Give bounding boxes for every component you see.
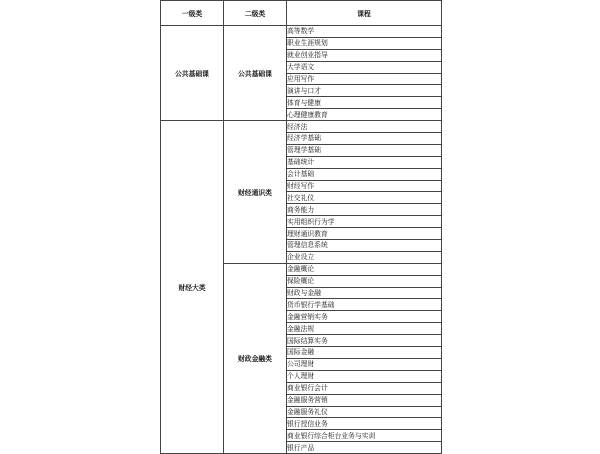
course-cell: 国际金融	[287, 347, 442, 359]
course-cell: 实用组织行为学	[287, 216, 442, 228]
course-cell: 职业生涯规划	[287, 37, 442, 49]
course-cell: 财政与金融	[287, 287, 442, 299]
course-cell: 社交礼仪	[287, 192, 442, 204]
level2-category-cell: 财经通识类	[224, 121, 287, 264]
course-cell: 保险概论	[287, 275, 442, 287]
header-row	[161, 1, 442, 26]
course-cell: 高等数学	[287, 26, 442, 38]
course-cell: 会计基础	[287, 168, 442, 180]
course-cell: 演讲与口才	[287, 85, 442, 97]
course-cell: 管理信息系统	[287, 240, 442, 252]
table-body	[161, 26, 442, 454]
course-cell: 公司理财	[287, 358, 442, 370]
course-cell: 金融营销实务	[287, 311, 442, 323]
header-level2: 二级类	[224, 1, 287, 26]
table-row	[161, 26, 442, 38]
course-cell: 就业创业指导	[287, 49, 442, 61]
level2-category-cell: 公共基础课	[224, 26, 287, 121]
course-cell: 货币银行学基础	[287, 299, 442, 311]
course-cell: 管理学基础	[287, 144, 442, 156]
course-cell: 银行授信业务	[287, 418, 442, 430]
course-cell: 金融服务礼仪	[287, 406, 442, 418]
course-cell: 金融服务营销	[287, 394, 442, 406]
course-cell: 财经写作	[287, 180, 442, 192]
course-cell: 经济法	[287, 121, 442, 133]
course-cell: 体育与健康	[287, 97, 442, 109]
header-level1: 一级类	[161, 1, 224, 26]
course-cell: 理财通识教育	[287, 228, 442, 240]
course-cell: 商务能力	[287, 204, 442, 216]
course-cell: 商业银行会计	[287, 382, 442, 394]
course-cell: 经济学基础	[287, 133, 442, 145]
course-cell: 个人理财	[287, 370, 442, 382]
course-cell: 国际结算实务	[287, 335, 442, 347]
course-table	[160, 0, 442, 454]
header-course: 课程	[287, 1, 442, 26]
level1-category-cell: 财经大类	[161, 121, 224, 454]
course-cell: 金融概论	[287, 263, 442, 275]
course-cell: 企业设立	[287, 251, 442, 263]
table-row	[161, 121, 442, 133]
course-cell: 金融法规	[287, 323, 442, 335]
course-cell: 商业银行综合柜台业务与实训	[287, 430, 442, 442]
course-cell: 应用写作	[287, 73, 442, 85]
level1-category-cell: 公共基础课	[161, 26, 224, 121]
course-cell: 大学语文	[287, 61, 442, 73]
course-cell: 银行产品	[287, 442, 442, 454]
course-cell: 心理健康教育	[287, 109, 442, 121]
level2-category-cell: 财政金融类	[224, 263, 287, 453]
course-cell: 基础统计	[287, 156, 442, 168]
